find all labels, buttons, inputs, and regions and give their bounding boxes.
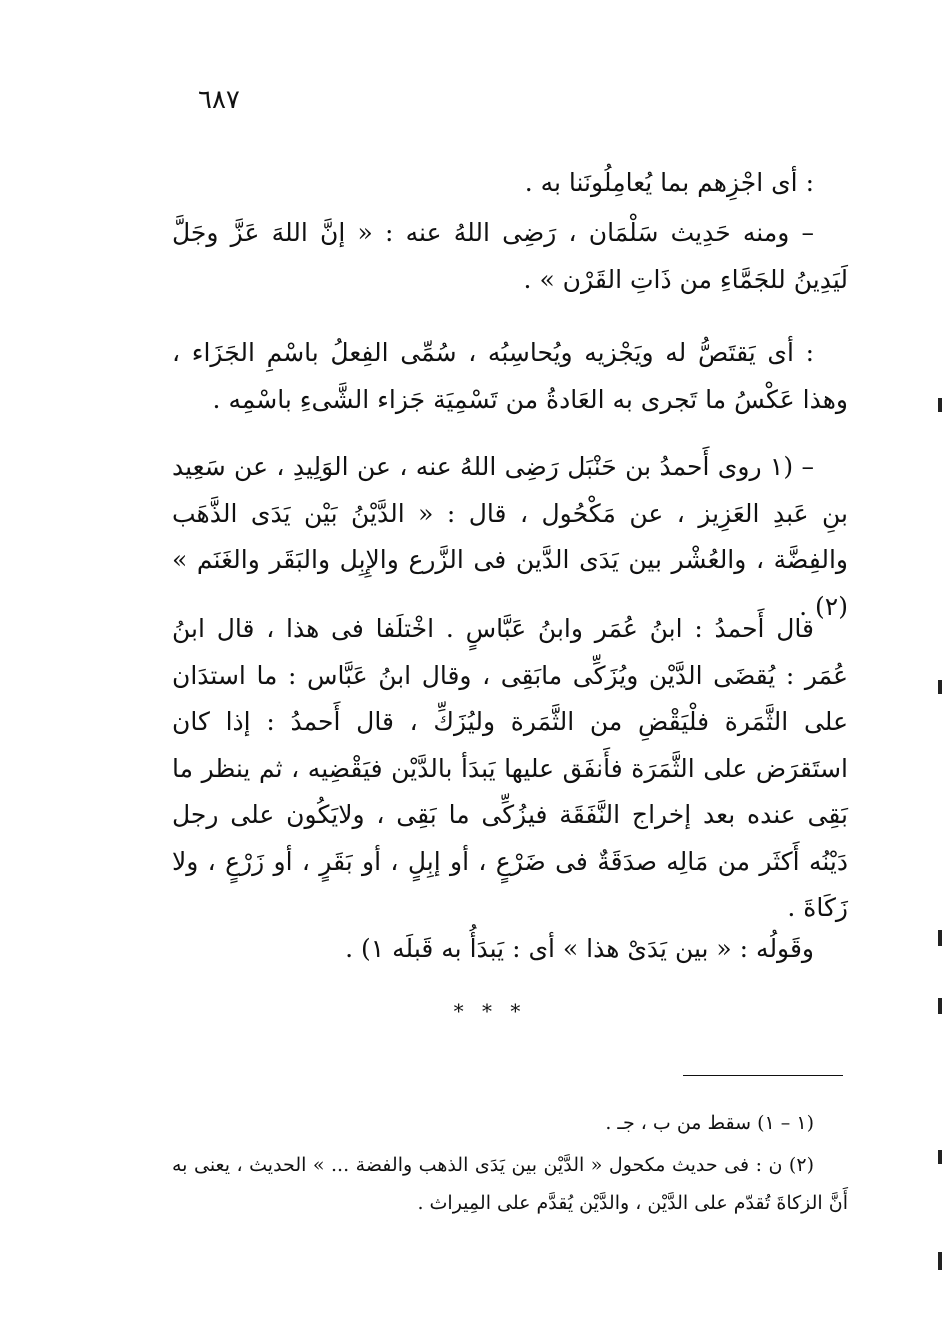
footnote-2: (٢) ن : فى حديث مكحول « الدَّيْن بين يَدَى الذهب والفضة ... » الحديث ، يعنى به أَنَّ الزكاةَ تُقدّم على الدَّيْن ، والدَّيْن يُقدَّم على المِيراث . [172, 1154, 848, 1214]
scan-edge-mark [938, 1252, 942, 1270]
scan-edge-mark [938, 1150, 942, 1164]
footnote-1: (١ – ١) سقط من ب ، جـ . [605, 1112, 814, 1134]
page-number: ٦٨٧ [198, 85, 240, 115]
paragraph-4: – (١ روى أَحمدُ بن حَنْبَل رَضِى اللهُ عنه ، عن الوَلِيدِ ، عن سَعِيد بنِ عَبدِ العَزِيز ، عن مَكْحُول ، قال : « الدَّيْنُ بَيْن يَدَى الذَّهَب والفِضَّة ، والعُشْر بين يَدَى الدَّين فى الزَّرع والإِبِل والبَقَر والغَنَم » (٢) . [172, 452, 848, 621]
scan-edge-mark [938, 998, 942, 1014]
scan-edge-mark [938, 930, 942, 946]
footnote-rule [683, 1075, 843, 1076]
scan-edge-mark [938, 398, 942, 412]
paragraph-2: – ومنه حَدِيث سَلْمَان ، رَضِى اللهُ عنه : « إنَّ اللهَ عَزَّ وجَلَّ لَيَدِينُ للجَمَّاءِ من ذَاتِ القَرْن » . [172, 218, 848, 294]
paragraph-1: : أى اجْزِهم بما يُعامِلُونَنا به . [524, 168, 814, 197]
scan-edge-mark [938, 680, 942, 694]
section-separator: * * * [453, 999, 527, 1023]
paragraph-5: قال أَحمدُ : ابنُ عُمَر وابنُ عَبَّاسٍ . اخْتلَفا فى هذا ، قال ابنُ عُمَر : يُقضَى الدَّيْن ويُزَكِّى مابَقِى ، وقال ابنُ عَبَّاس : ما استدَان على الثَّمَرة فلْيَقْضِ من الثَّمَرة وليُزَكِّ ، قال أَحمدُ : إذا كان استَقرَض على الثَّمَرَة فأَنفَق عليها يَبدَأ بالدَّيْن فيَقْضِيه ، ثم ينظر ما بَقِى عنده بعد إخراج النَّفَقَة فيزُكِّى ما بَقِى ، ولايَكُون على رجل دَيْنُه أَكثَر من مَالِه صدَقَةٌ فى ضَرْعٍ ، أو إبِلٍ ، أو بَقَرٍ ، أو زَرْعٍ ، ولا زَكَاةَ . [172, 614, 848, 922]
paragraph-3: : أى يَقتَصُّ له ويَجْزيه ويُحاسِبُه ، سُمِّى الفِعلُ باسْمِ الجَزَاء ، وهذا عَكْسُ ما تَجرى به العَادةُ من تَسْمِيَة جَزاء الشَّىءِ باسْمِه . [172, 338, 848, 414]
paragraph-6: وقَولُه : « بين يَدَىْ هذا » أى : يَبدَأُ به قَبلَه ١) . [345, 934, 814, 963]
